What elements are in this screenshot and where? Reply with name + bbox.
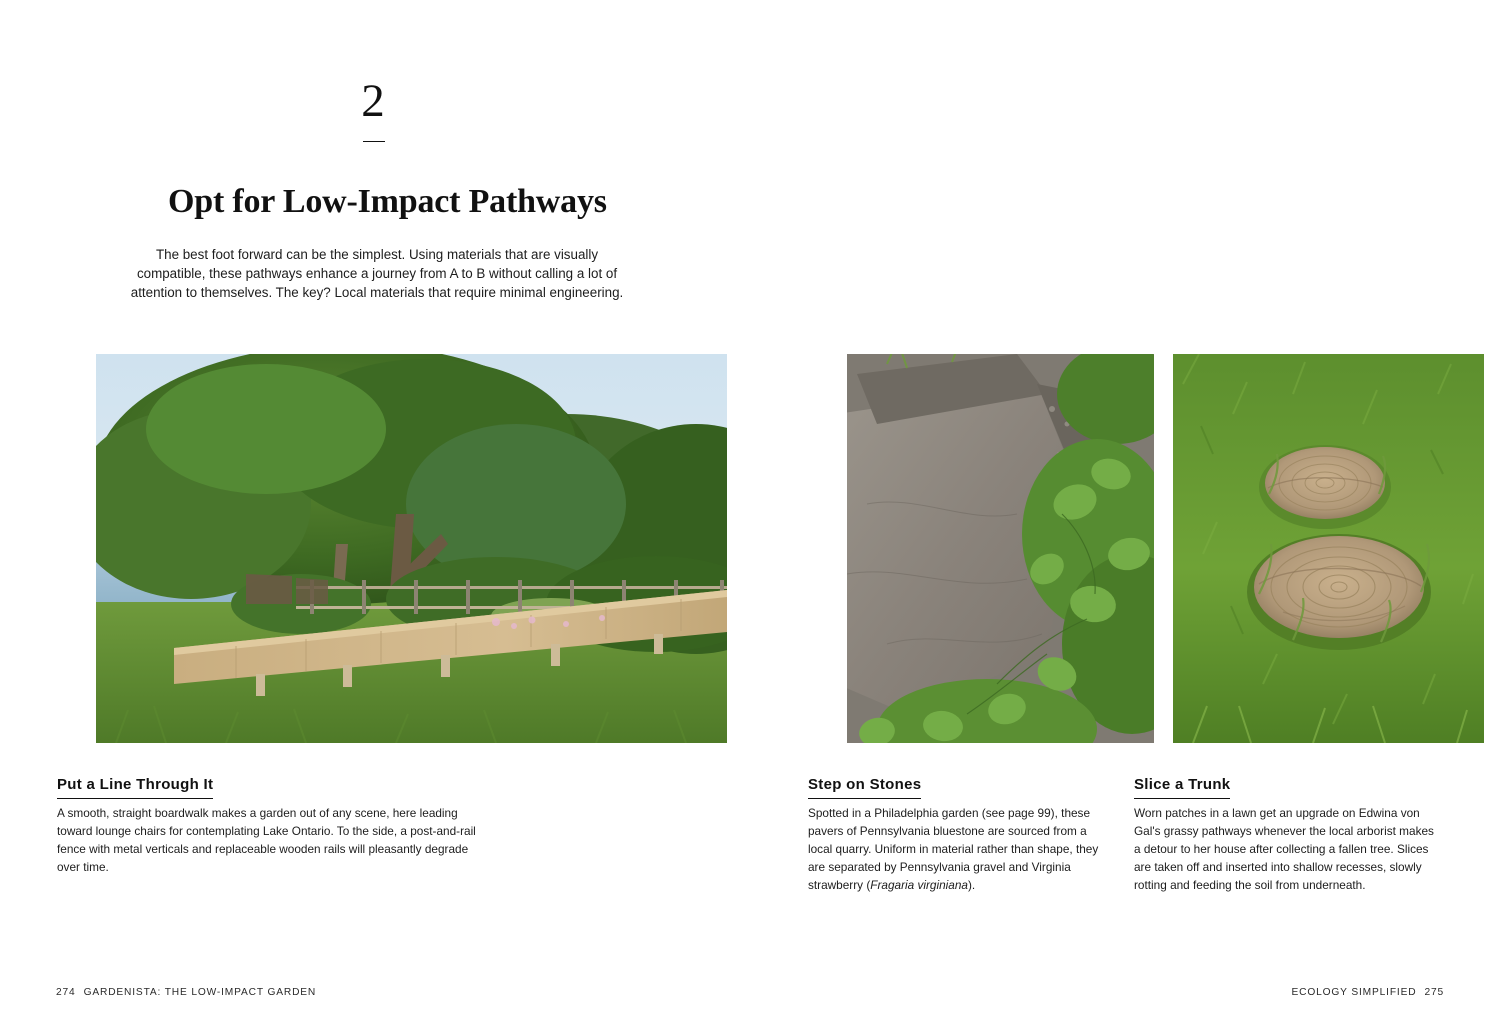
caption-title-boardwalk: Put a Line Through It [57,776,213,799]
book-title-left: GARDENISTA: THE LOW-IMPACT GARDEN [83,987,317,998]
photo-boardwalk [96,354,727,743]
caption-title-trunk: Slice a Trunk [1134,776,1230,799]
caption-body-stones-part1: Spotted in a Philadelphia garden (see page 99), these pavers of Pennsylvania bluestone are sourced from a local quarry. Uniform in material rather than shape, they are separated by Pennsylvania gravel and Virginia strawberry ( [808,805,1099,892]
page-number-left: 274 [56,987,76,998]
caption-body-boardwalk: A smooth, straight boardwalk makes a garden out of any scene, here leading toward lounge chairs for contemplating Lake Ontario. To the side, a post-and-rail fence with metal verticals and replaceable wooden rails will pleasantly degrade over time. [57,805,476,874]
footer-right [1291,987,1444,998]
footer-left [56,987,316,998]
caption-body-trunk: Worn patches in a lawn get an upgrade on Edwina von Gal's grassy pathways whenever the local arborist makes a detour to her house after collecting a fallen tree. Slices are taken off and inserted into shallow recesses, slowly rotting and feeding the soil from underneath. [1134,805,1434,892]
photo-stepping-stones [847,354,1154,743]
section-title-right: ECOLOGY SIMPLIFIED [1291,987,1417,998]
photo-trunk-slices [1173,354,1484,743]
page-number-right: 275 [1424,987,1444,998]
page-title: Opt for Low-Impact Pathways [168,182,607,220]
caption-body-stones [808,804,1105,894]
chapter-rule-divider [363,141,385,142]
caption-body-stones-part2: ). [967,877,976,892]
chapter-intro-text: The best foot forward can be the simplest. Using materials that are visually compatible, these pathways enhance a journey from A to B without calling a lot of attention to themselves. The key? Local materials that require minimal engineering. [130,247,624,301]
chapter-number: 2 [361,75,385,127]
caption-body-stones-latin: Fragaria virginiana [870,877,968,892]
caption-title-stones: Step on Stones [808,776,921,799]
